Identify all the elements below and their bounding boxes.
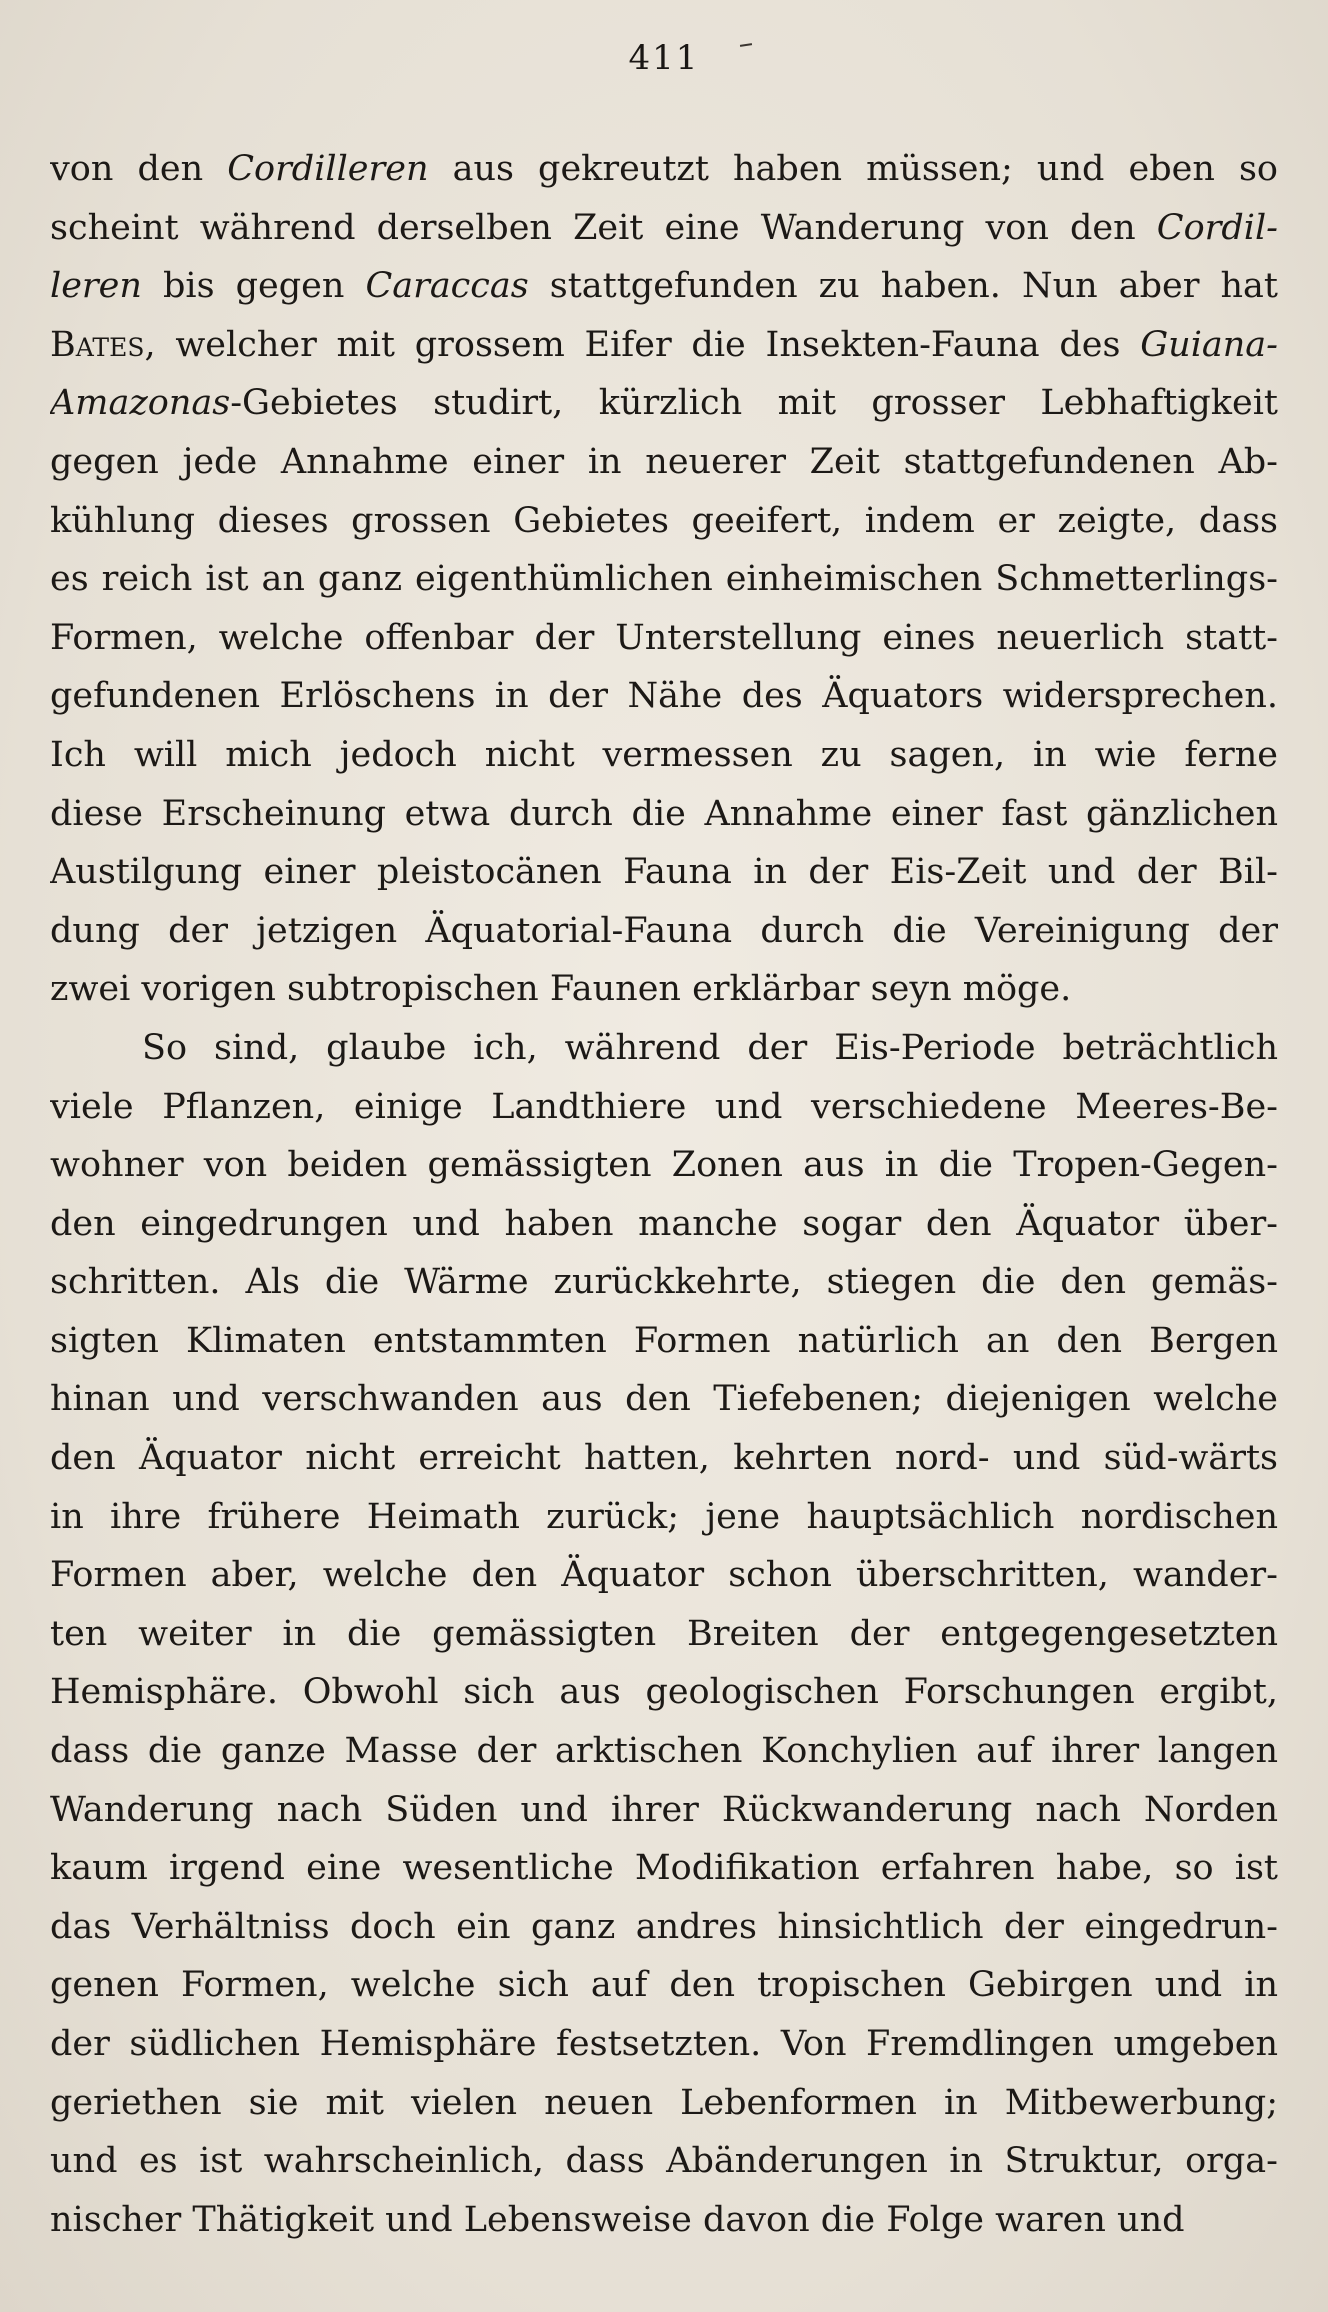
text-line [50, 1546, 1278, 1605]
text-segment: scheint während derselben Zeit eine Wanderung von den [50, 207, 1157, 248]
text-segment: Ich will mich jedoch nicht vermessen zu sagen, in wie ferne [50, 734, 1278, 775]
text-line [50, 2015, 1278, 2074]
text-line [50, 667, 1278, 726]
text-segment: -Gebietes studirt, kürzlich mit grosser Lebhaftigkeit [230, 383, 1278, 424]
text-segment: aus gekreutzt haben müssen; und eben so [428, 149, 1278, 189]
text-segment: Wanderung nach Süden und ihrer Rückwanderung nach Norden [50, 1789, 1278, 1830]
italic-term: Guiana- [1140, 324, 1278, 365]
text-segment: geriethen sie mit vielen neuen Lebenformen in Mitbewerbung; [50, 2082, 1278, 2123]
text-segment: So sind, glaube ich, während der Eis-Periode beträchtlich [142, 1027, 1278, 1068]
text-line [50, 1781, 1278, 1840]
text-segment: zwei vorigen subtropischen Faunen erklärbar seyn möge. [50, 969, 1072, 1010]
text-line [50, 374, 1278, 433]
text-segment: schritten. Als die Wärme zurückkehrte, stiegen die den gemäs- [50, 1262, 1278, 1303]
text-line [50, 1078, 1278, 1137]
text-segment: stattgefunden zu haben. Nun aber hat [528, 266, 1278, 307]
text-segment: Austilgung einer pleistocänen Fauna in der Eis-Zeit und der Bil- [50, 852, 1278, 893]
page-number: 411 [628, 38, 700, 78]
text-line [50, 550, 1278, 609]
italic-term: leren [50, 266, 142, 307]
text-segment: gegen jede Annahme einer in neuerer Zeit stattgefundenen Ab- [50, 441, 1278, 482]
text-line [50, 1839, 1278, 1898]
text-line [50, 1898, 1278, 1957]
text-line [50, 1429, 1278, 1488]
text-line [50, 492, 1278, 551]
text-line [50, 1253, 1278, 1312]
author-name: Bates [50, 324, 145, 365]
text-segment: und es ist wahrscheinlich, dass Abänderungen in Struktur, orga- [50, 2141, 1278, 2182]
text-line [50, 199, 1278, 258]
text-segment: hinan und verschwanden aus den Tiefebenen; diejenigen welche [50, 1379, 1278, 1420]
text-line [50, 843, 1278, 902]
italic-term: Caraccas [365, 266, 529, 307]
italic-term: Amazonas [50, 383, 231, 424]
text-line [50, 902, 1278, 961]
text-segment: es reich ist an ganz eigenthümlichen einheimischen Schmetterlings- [50, 559, 1278, 600]
text-line [50, 726, 1278, 785]
text-segment: den Äquator nicht erreicht hatten, kehrten nord- und süd-wärts [50, 1438, 1278, 1479]
text-segment: kaum irgend eine wesentliche Modifikation erfahren habe, so ist [50, 1848, 1278, 1889]
text-segment: das Verhältniss doch ein ganz andres hinsichtlich der eingedrun- [50, 1906, 1278, 1947]
text-line [50, 1605, 1278, 1664]
text-line [50, 140, 1278, 199]
text-line [50, 2074, 1278, 2133]
text-segment: sigten Klimaten entstammten Formen natürlich an den Bergen [50, 1320, 1278, 1361]
text-line [50, 960, 1278, 1019]
text-segment: dung der jetzigen Äquatorial-Fauna durch die Vereinigung der [50, 910, 1278, 951]
text-segment: kühlung dieses grossen Gebietes geeifert, indem er zeigte, dass [50, 500, 1278, 541]
text-segment: , welcher mit grossem Eifer die Insekten-Fauna des [144, 324, 1141, 365]
italic-term: Cordil- [1156, 207, 1278, 248]
text-segment: Formen aber, welche den Äquator schon überschritten, wander- [50, 1555, 1278, 1596]
text-line [50, 257, 1278, 316]
text-segment: Formen, welche offenbar der Unterstellung eines neuerlich statt- [50, 617, 1278, 658]
text-segment: der südlichen Hemisphäre festsetzten. Von Fremdlingen umgeben [50, 2024, 1278, 2064]
text-segment: ten weiter in die gemässigten Breiten der entgegengesetzten [50, 1613, 1278, 1654]
body-text [50, 140, 1278, 2249]
text-line [50, 2132, 1278, 2191]
text-line [50, 1370, 1278, 1429]
text-segment: den eingedrungen und haben manche sogar den Äquator über- [50, 1203, 1278, 1244]
text-segment: bis gegen [141, 266, 366, 307]
text-line [50, 433, 1278, 492]
text-line [50, 316, 1278, 375]
text-segment: dass die ganze Masse der arktischen Konchylien auf ihrer langen [50, 1731, 1278, 1772]
text-segment: Hemisphäre. Obwohl sich aus geologischen Forschungen ergibt, [50, 1672, 1278, 1713]
text-segment: wohner von beiden gemässigten Zonen aus in die Tropen-Gegen- [50, 1145, 1278, 1186]
text-line [50, 1195, 1278, 1254]
text-line [50, 1956, 1278, 2015]
text-line [50, 1722, 1278, 1781]
italic-term: Cordilleren [227, 149, 429, 189]
text-segment: nischer Thätigkeit und Lebensweise davon die Folge waren und [50, 2199, 1185, 2240]
text-line [50, 785, 1278, 844]
text-segment: gefundenen Erlöschens in der Nähe des Äquators widersprechen. [50, 676, 1278, 717]
text-segment: viele Pflanzen, einige Landthiere und verschiedene Meeres-Be- [50, 1086, 1278, 1127]
text-line [50, 2191, 1278, 2250]
text-line [50, 1488, 1278, 1547]
text-line [50, 1136, 1278, 1195]
text-segment: in ihre frühere Heimath zurück; jene hauptsächlich nordischen [50, 1496, 1278, 1537]
text-line [50, 1663, 1278, 1722]
text-line [50, 609, 1278, 668]
text-segment: diese Erscheinung etwa durch die Annahme einer fast gänzlichen [50, 793, 1278, 834]
text-line [50, 1019, 1278, 1078]
text-segment: genen Formen, welche sich auf den tropischen Gebirgen und in [50, 1965, 1278, 2006]
text-segment: von den [50, 149, 228, 189]
text-line [50, 1312, 1278, 1371]
